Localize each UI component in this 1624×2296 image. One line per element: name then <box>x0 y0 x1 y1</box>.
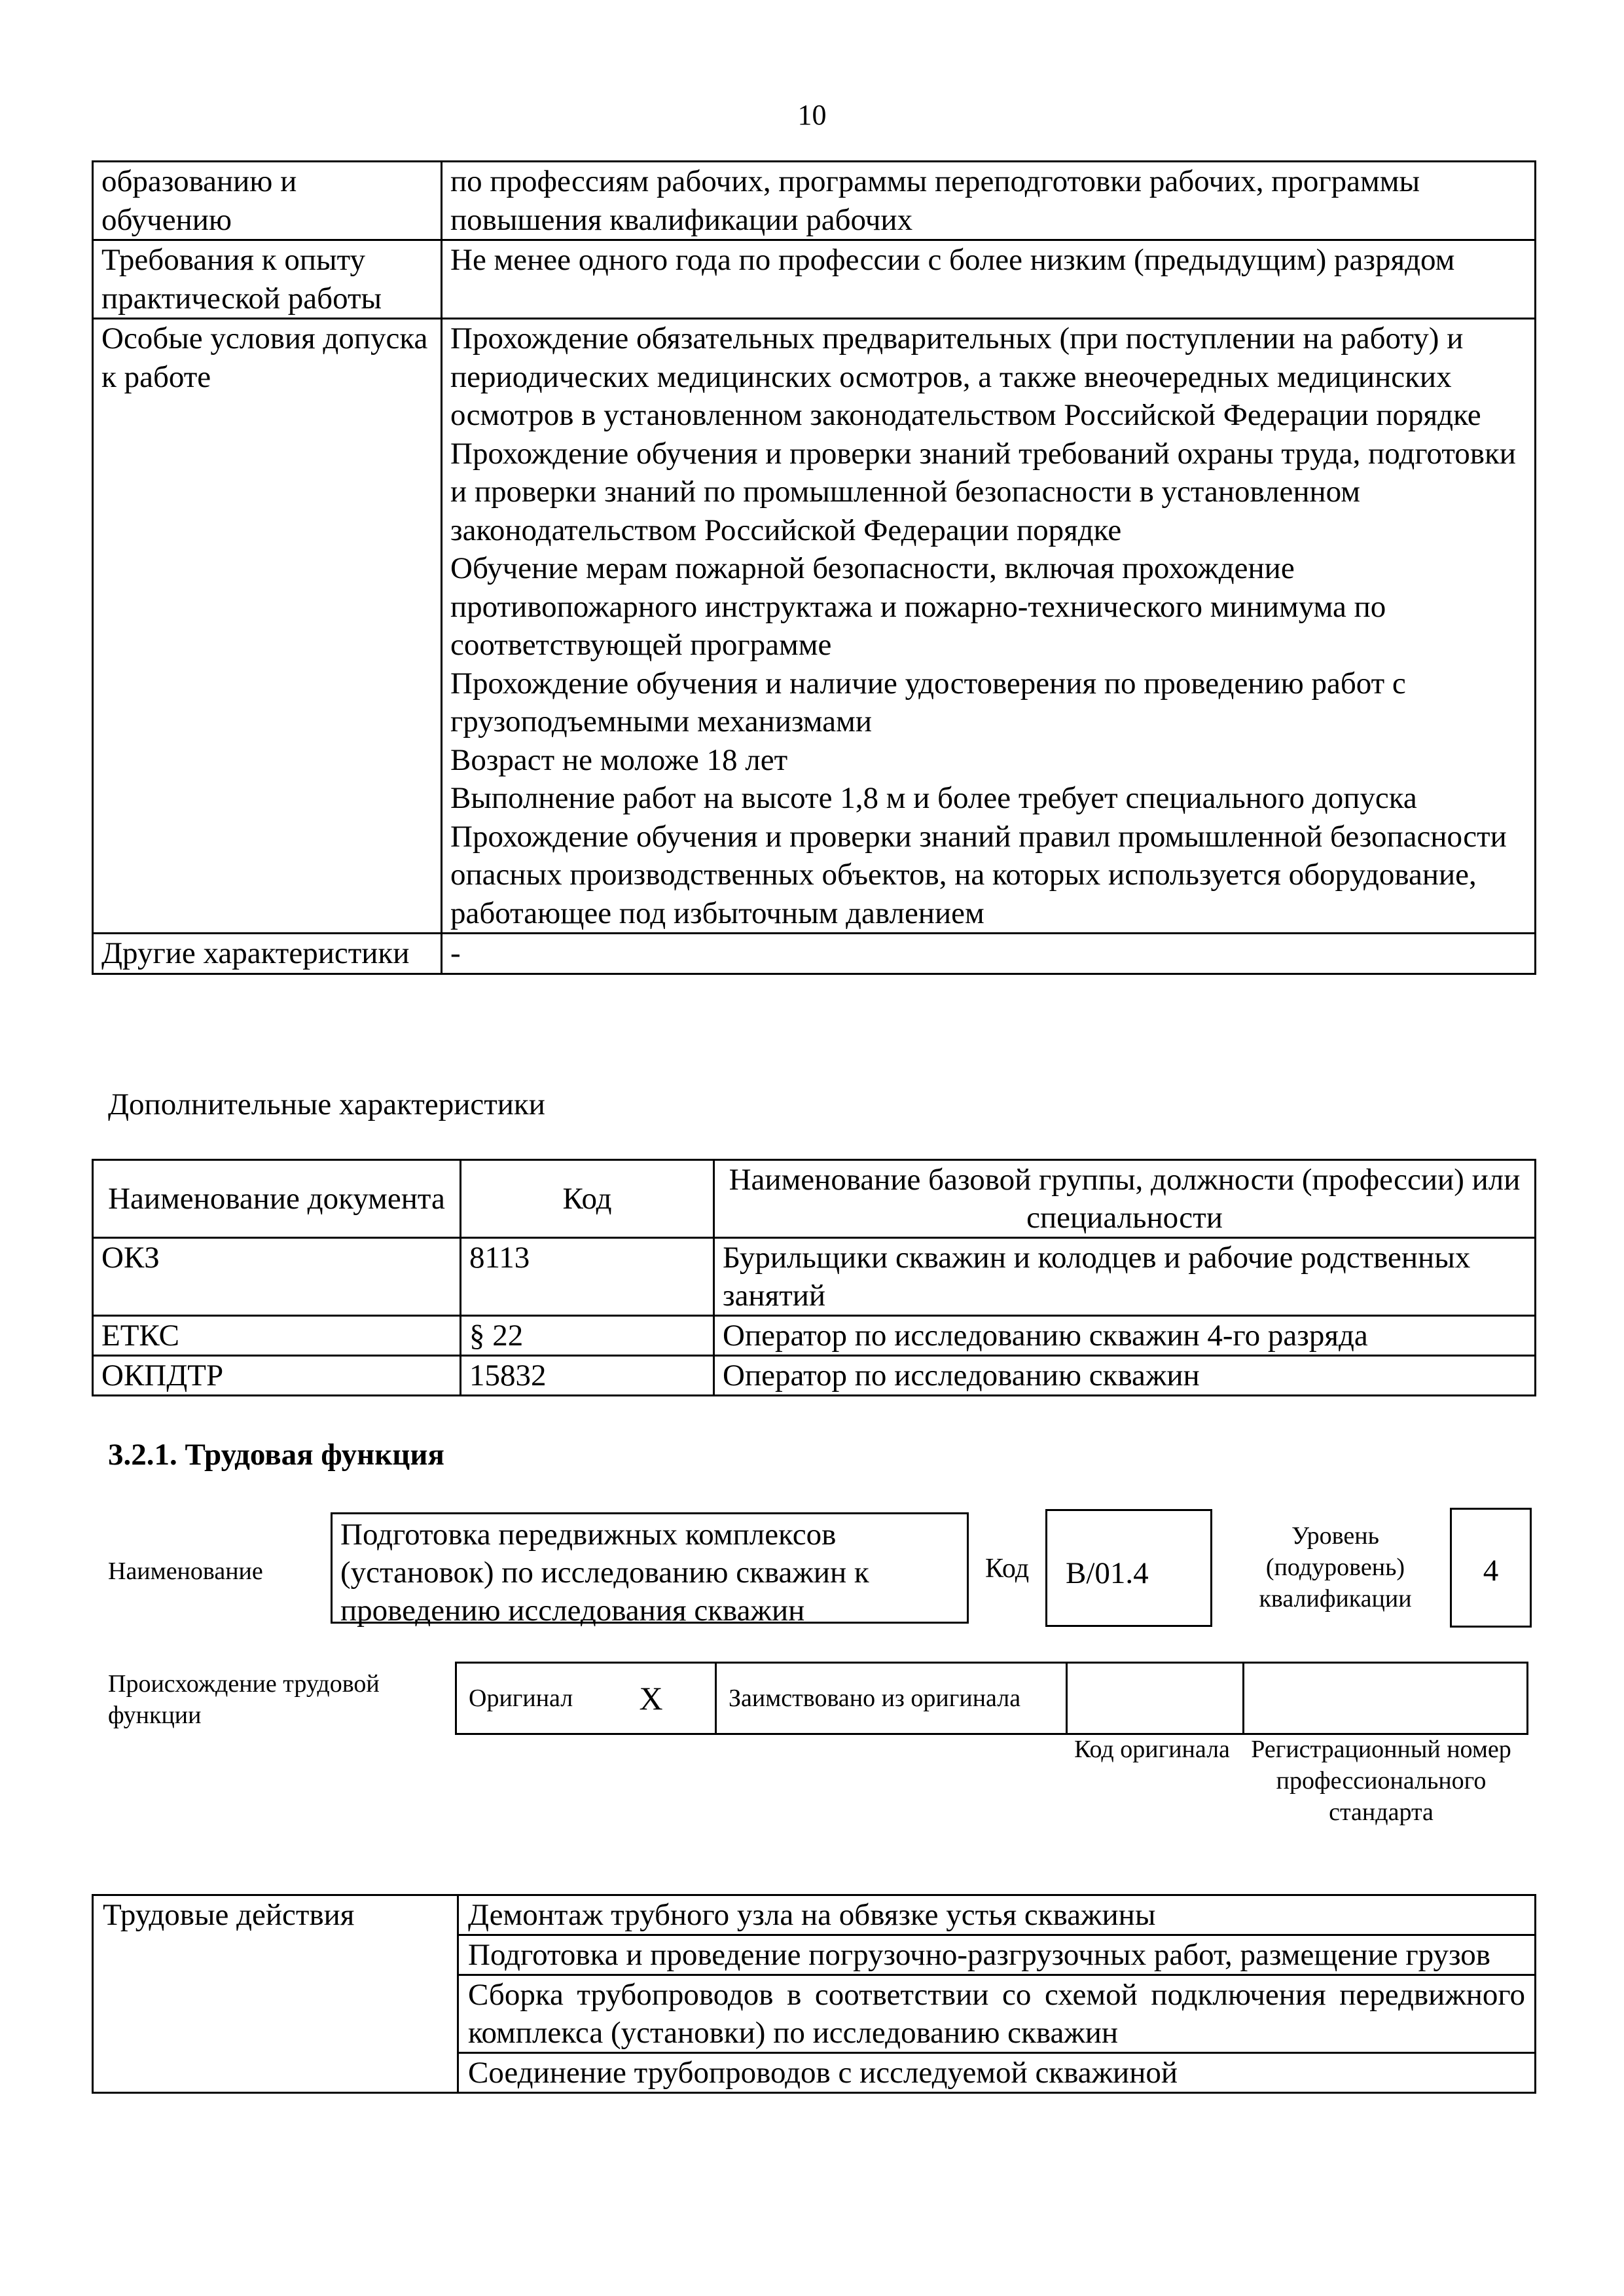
action-item: Соединение трубопроводов с исследуемой скважиной <box>458 2053 1536 2093</box>
cell-code: 15832 <box>461 1356 714 1396</box>
section-title: 3.2.1. Трудовая функция <box>108 1438 444 1472</box>
reg-number-caption: Регистрационный номер профессионального стандарта <box>1251 1736 1511 1826</box>
action-item: Сборка трубопроводов в соответствии со схемой подключения передвижного комплекса (установки) по исследованию скважин <box>458 1975 1536 2053</box>
condition-item: Выполнение работ на высоте 1,8 м и более требует специального допуска <box>450 781 1417 815</box>
orig-code-caption: Код оригинала <box>1074 1736 1230 1763</box>
additional-heading: Дополнительные характеристики <box>108 1087 545 1121</box>
labor-actions-label: Трудовые действия <box>93 1895 458 2093</box>
cell-code: § 22 <box>461 1316 714 1356</box>
requirements-table <box>92 160 1536 975</box>
borrowed-label: Заимствовано из оригинала <box>716 1663 1067 1734</box>
cell-code: 8113 <box>461 1238 714 1316</box>
cell-name: Бурильщики скважин и колодцев и рабочие родственных занятий <box>714 1238 1536 1316</box>
level-label: Уровень (подуровень) квалификации <box>1259 1522 1412 1613</box>
additional-table <box>92 1159 1536 1396</box>
condition-item: Возраст не моложе 18 лет <box>450 742 788 777</box>
condition-item: Обучение мерам пожарной безопасности, включая прохождение противопожарного инструктажа и пожарно-технического минимума по соответствующей программе <box>450 551 1386 662</box>
name-label: Наименование <box>108 1558 263 1585</box>
action-item: Демонтаж трубного узла на обвязке устья скважины <box>458 1895 1536 1935</box>
row-label: образованию и обучению <box>93 162 442 240</box>
condition-item: Прохождение обучения и проверки знаний правил промышленной безопасности опасных производственных объектов, на которых используется оборудование, работающее под избыточным давлением <box>450 819 1507 930</box>
origin-table <box>455 1662 1528 1735</box>
function-code-box: B/01.4 <box>1045 1509 1212 1627</box>
level-value-box: 4 <box>1450 1508 1532 1628</box>
cell-name: Оператор по исследованию скважин 4-го разряда <box>714 1316 1536 1356</box>
row-content: - <box>442 934 1536 974</box>
original-label: Оригинал <box>456 1663 628 1734</box>
action-item: Подготовка и проведение погрузочно-разгрузочных работ, размещение грузов <box>458 1935 1536 1975</box>
cell-doc: ЕТКС <box>93 1316 461 1356</box>
header-doc-name: Наименование документа <box>93 1160 461 1238</box>
cell-doc: ОКЗ <box>93 1238 461 1316</box>
page-number: 10 <box>797 99 827 131</box>
condition-item: Прохождение обучения и наличие удостоверения по проведению работ с грузоподъемными механизмами <box>450 666 1406 738</box>
table-row <box>93 1356 1536 1396</box>
condition-item: Прохождение обучения и проверки знаний требований охраны труда, подготовки и проверки знаний по промышленной безопасности в установленном законодательством Российской Федерации порядке <box>450 436 1516 547</box>
row-content: Не менее одного года по профессии с более низким (предыдущим) разрядом <box>442 240 1536 319</box>
cell-doc: ОКПДТР <box>93 1356 461 1396</box>
table-row <box>93 162 1536 240</box>
row-label: Особые условия допуска к работе <box>93 319 442 934</box>
table-row <box>93 319 1536 934</box>
table-row <box>93 934 1536 974</box>
condition-item: Прохождение обязательных предварительных (при поступлении на работу) и периодических медицинских осмотров, а также внеочередных медицинских осмотров в установленном законодательством Российской Федерации порядке <box>450 321 1481 432</box>
reg-number-cell <box>1244 1663 1528 1734</box>
code-label: Код <box>985 1554 1030 1584</box>
original-code-cell <box>1067 1663 1244 1734</box>
table-row <box>93 1895 1536 1935</box>
table-row <box>93 1316 1536 1356</box>
header-group-name: Наименование базовой группы, должности (профессии) или специальности <box>714 1160 1536 1238</box>
origin-label: Происхождение трудовой функции <box>108 1670 380 1729</box>
table-row <box>93 1238 1536 1316</box>
row-content: по профессиям рабочих, программы переподготовки рабочих, программы повышения квалификации рабочих <box>442 162 1536 240</box>
row-label: Требования к опыту практической работы <box>93 240 442 319</box>
original-mark: X <box>628 1663 716 1734</box>
cell-name: Оператор по исследованию скважин <box>714 1356 1536 1396</box>
function-name-box: Подготовка передвижных комплексов (установок) по исследованию скважин к проведению исследования скважин <box>331 1512 969 1624</box>
table-row <box>456 1663 1528 1734</box>
row-label: Другие характеристики <box>93 934 442 974</box>
row-content <box>442 319 1536 934</box>
header-code: Код <box>461 1160 714 1238</box>
table-row <box>93 240 1536 319</box>
labor-actions-table <box>92 1894 1536 2094</box>
table-header-row <box>93 1160 1536 1238</box>
